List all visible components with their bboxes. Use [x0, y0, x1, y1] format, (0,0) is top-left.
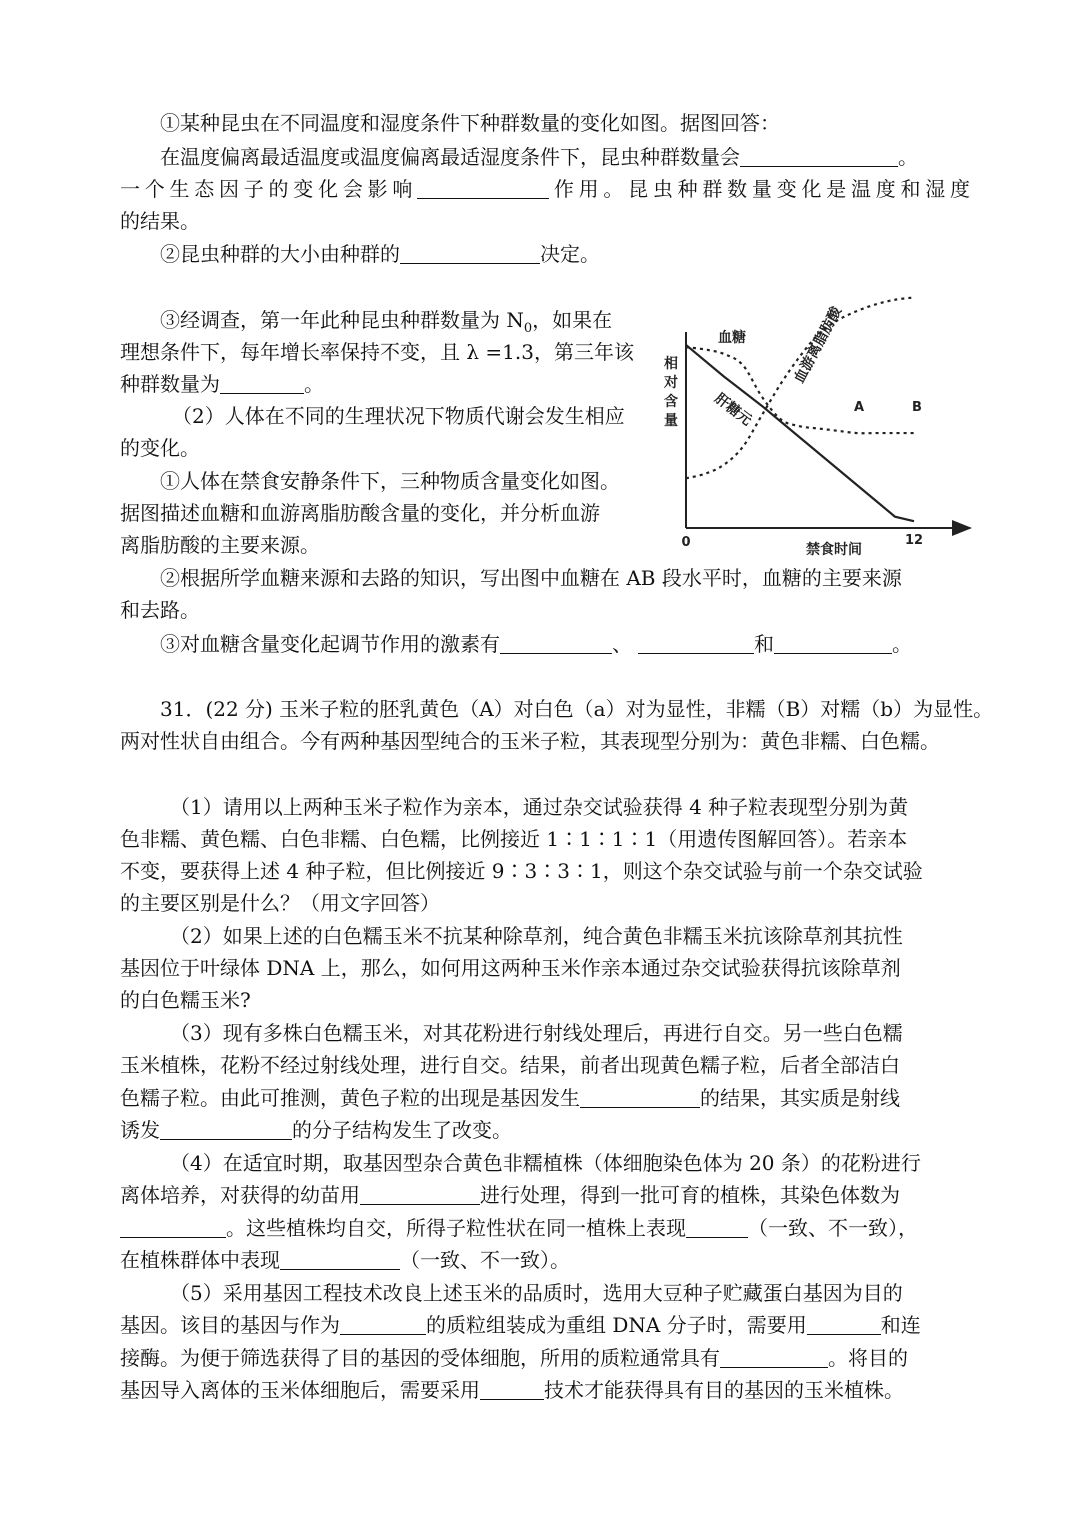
text-line: （3）现有多株白色糯玉米，对其花粉进行射线处理后，再进行自交。另一些白色糯	[170, 1021, 903, 1045]
text-line: 基因位于叶绿体 DNA 上，那么，如何用这两种玉米作亲本通过杂交试验获得抗该除草剂	[120, 956, 901, 980]
answer-blank[interactable]	[120, 1215, 226, 1238]
series-label-liver-glycogen: 肝糖元	[711, 390, 755, 430]
series-label-free-fatty-acid: 血游离脂肪酸	[791, 304, 845, 386]
text-line: （4）在适宜时期，取基因型杂合黄色非糯植株（体细胞染色体为 20 条）的花粉进行	[170, 1151, 921, 1175]
series-label-blood-glucose: 血糖	[718, 330, 746, 346]
answer-blank[interactable]	[220, 371, 304, 394]
text-line: ②昆虫种群的大小由种群的 决定。	[160, 242, 600, 266]
y-axis-label	[663, 355, 678, 429]
answer-blank[interactable]	[160, 1117, 292, 1140]
answer-blank[interactable]	[638, 631, 754, 654]
x-axis-label: 禁食时间	[806, 542, 862, 558]
series-line-free-fatty-acid	[686, 297, 914, 478]
text-line: 离脂肪酸的主要来源。	[120, 533, 320, 557]
text-line: 玉米植株，花粉不经过射线处理，进行自交。结果，前者出现黄色糯子粒，后者全部洁白	[120, 1053, 900, 1077]
text-line: 理想条件下，每年增长率保持不变，且 λ =1.3，第三年该	[120, 340, 634, 364]
answer-blank[interactable]	[340, 1312, 426, 1335]
text-line: ③经调查，第一年此种昆虫种群数量为 $N_0$，如果在	[160, 308, 613, 336]
text-line: 色非糯、黄色糯、白色非糯、白色糯，比例接近 1∶1∶1∶1（用遗传图解回答）。若亲本	[120, 827, 908, 851]
text-line: 基因导入离体的玉米体细胞后，需要采用 技术才能获得具有目的基因的玉米植株。	[120, 1378, 904, 1402]
answer-blank[interactable]	[740, 144, 898, 167]
text-line: 离体培养，对获得的幼苗用 进行处理，得到一批可育的植株，其染色体数为	[120, 1183, 900, 1207]
text-line: 在植株群体中表现 （一致、不一致）。	[120, 1248, 570, 1272]
text-line: ③对血糖含量变化起调节作用的激素有 、 和 。	[160, 632, 912, 656]
x-tick-label: 0	[681, 535, 691, 550]
answer-blank[interactable]	[280, 1247, 400, 1270]
text-line: 两对性状自由组合。今有两种基因型纯合的玉米子粒，其表现型分别为：黄色非糯、白色糯。	[120, 729, 940, 753]
text-line: 的结果。	[120, 209, 200, 233]
answer-blank[interactable]	[774, 631, 892, 654]
answer-blank[interactable]	[580, 1085, 700, 1108]
answer-blank[interactable]	[360, 1182, 480, 1205]
text-line: 接酶。为便于筛选获得了目的基因的受体细胞，所用的质粒通常具有 。将目的	[120, 1346, 908, 1370]
text-line: 在温度偏离最适温度或温度偏离最适湿度条件下，昆虫种群数量会 。	[160, 145, 918, 169]
text-line: 的变化。	[120, 436, 200, 460]
text-line: 色糯子粒。由此可推测，黄色子粒的出现是基因发生 的结果，其实质是射线	[120, 1086, 900, 1110]
text-line: （1）请用以上两种玉米子粒作为亲本，通过杂交试验获得 4 种子粒表现型分别为黄	[170, 795, 909, 819]
text-line: 和去路。	[120, 598, 200, 622]
annotation-a: A	[854, 400, 865, 415]
answer-blank[interactable]	[400, 241, 540, 264]
text-line: 种群数量为 。	[120, 372, 324, 396]
metabolism-chart	[656, 262, 976, 562]
answer-blank[interactable]	[720, 1345, 828, 1368]
question-heading: 31．(22 分) 玉米子粒的胚乳黄色（A）对白色（a）对为显性，非糯（B）对糯（b）为显性。	[160, 697, 994, 721]
text-line: 的白色糯玉米?	[120, 988, 251, 1012]
x-tick-label: 12	[904, 533, 924, 548]
text-line: ①某种昆虫在不同温度和湿度条件下种群数量的变化如图。据图回答：	[160, 111, 780, 135]
text-line: （2）如果上述的白色糯玉米不抗某种除草剂，纯合黄色非糯玉米抗该除草剂其抗性	[170, 924, 903, 948]
text-line: ②根据所学血糖来源和去路的知识，写出图中血糖在 AB 段水平时，血糖的主要来源	[160, 566, 902, 590]
answer-blank[interactable]	[480, 1377, 544, 1400]
text-line: ①人体在禁食安静条件下，三种物质含量变化如图。	[160, 469, 620, 493]
text-line: 。这些植株均自交，所得子粒性状在同一植株上表现 （一致、不一致），	[120, 1213, 970, 1243]
text-line: 不变，要获得上述 4 种子粒，但比例接近 9∶3∶3∶1，则这个杂交试验与前一个杂交试验	[120, 859, 923, 883]
text-line: （5）采用基因工程技术改良上述玉米的品质时，选用大豆种子贮藏蛋白基因为目的	[170, 1281, 903, 1305]
text-line: （2）人体在不同的生理状况下物质代谢会发生相应	[172, 404, 625, 428]
y-axis-label-char: 相	[664, 356, 678, 372]
answer-blank[interactable]	[500, 631, 612, 654]
answer-blank[interactable]	[807, 1312, 881, 1335]
annotation-b: B	[912, 400, 922, 415]
text-line: 据图描述血糖和血游离脂肪酸含量的变化，并分析血游	[120, 501, 600, 525]
text-line: 基因。该目的基因与作为 的质粒组装成为重组 DNA 分子时，需要用 和连	[120, 1313, 921, 1337]
text-line: 一个生态因子的变化会影响 作用。昆虫种群数量变化是温度和湿度	[120, 177, 971, 201]
text-line: 的主要区别是什么？（用文字回答）	[120, 891, 440, 915]
y-axis-label-char: 对	[664, 375, 678, 391]
chart-svg	[656, 262, 976, 562]
answer-blank[interactable]	[686, 1215, 748, 1238]
text-line: 诱发 的分子结构发生了改变。	[120, 1118, 512, 1142]
answer-blank[interactable]	[417, 176, 549, 199]
y-axis-label-char: 含	[664, 394, 678, 410]
y-axis-label-char: 量	[664, 413, 678, 429]
